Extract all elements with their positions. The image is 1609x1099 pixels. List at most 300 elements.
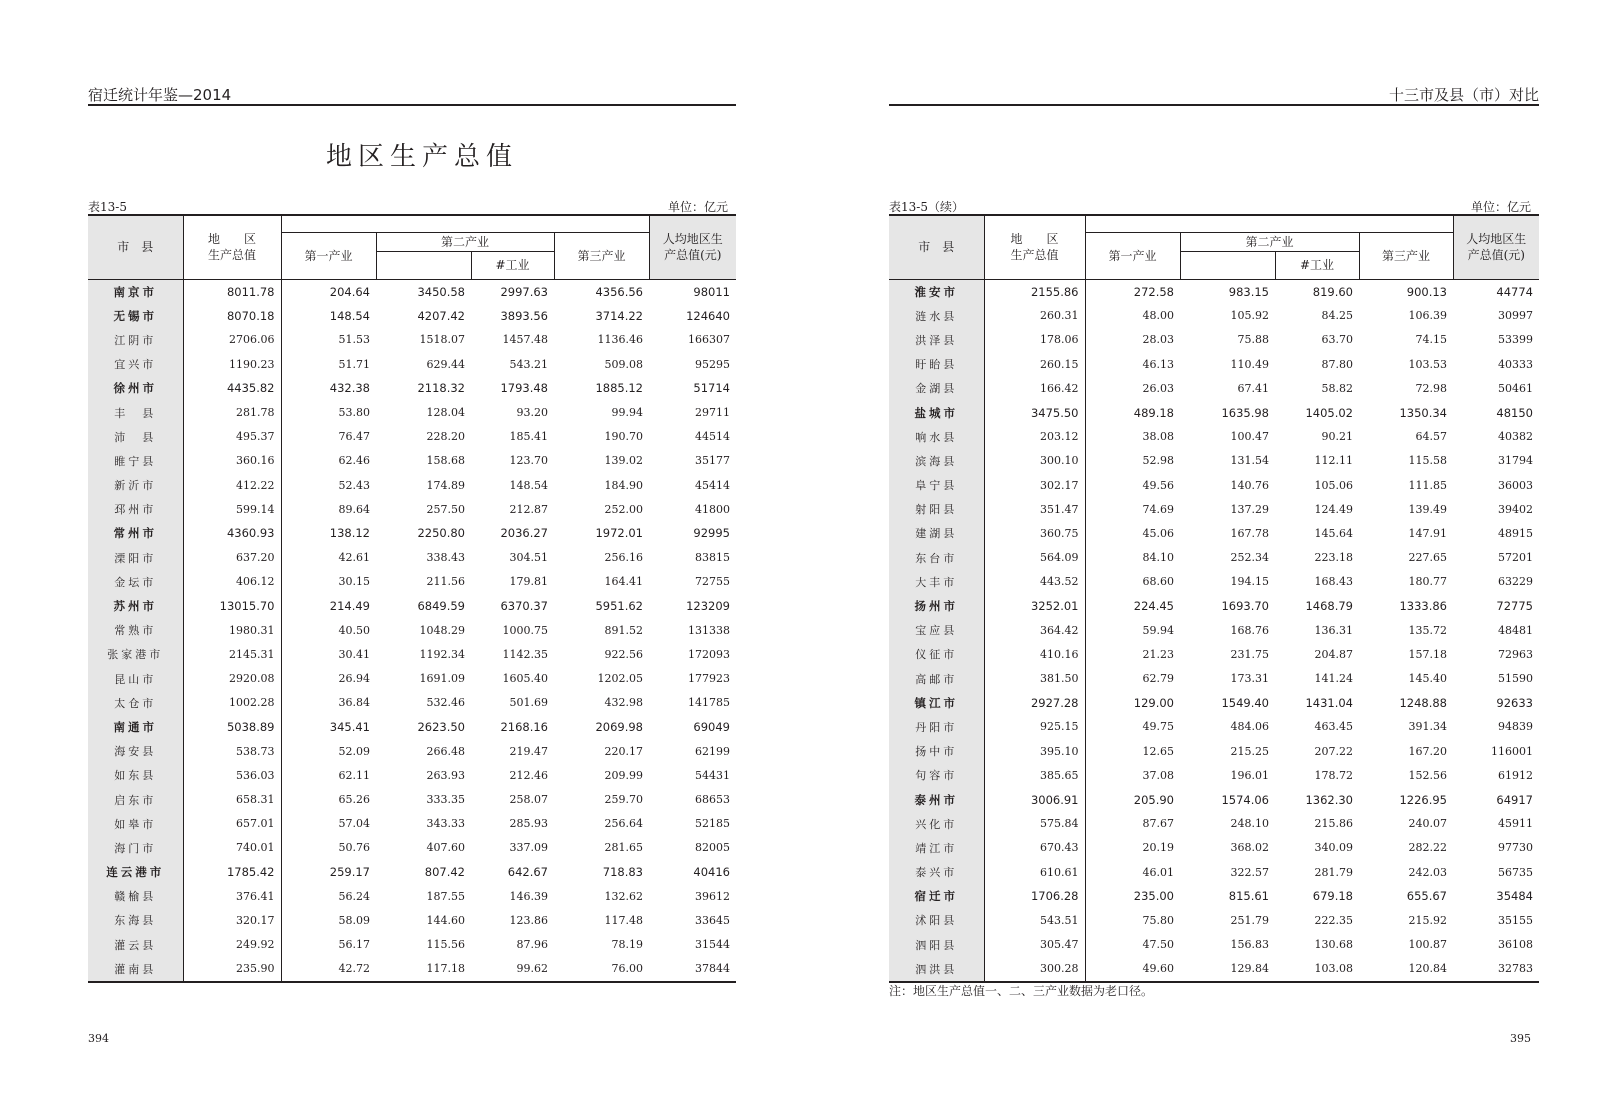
per-capita-cell: 63229 bbox=[1498, 575, 1533, 589]
industry-cell: 178.72 bbox=[1314, 768, 1353, 782]
secondary-cell: 1691.09 bbox=[419, 672, 465, 686]
table-row bbox=[88, 352, 736, 376]
region-name-cell: 响水县 bbox=[889, 425, 984, 449]
secondary-cell: 67.41 bbox=[1237, 381, 1269, 395]
region-name-cell: 靖江市 bbox=[889, 836, 984, 860]
table-row bbox=[88, 594, 736, 618]
tertiary-cell: 180.77 bbox=[1408, 575, 1447, 589]
gdp-cell: 657.01 bbox=[183, 812, 281, 836]
table-row bbox=[889, 425, 1539, 449]
per-capita-cell: 72963 bbox=[1498, 647, 1533, 661]
tertiary-cell: 3714.22 bbox=[595, 308, 643, 323]
region-name-cell: 灌南县 bbox=[88, 957, 183, 982]
secondary-cell: 333.35 bbox=[426, 793, 465, 807]
industry-cell: 501.69 bbox=[509, 696, 548, 710]
tertiary-cell: 242.03 bbox=[1408, 865, 1447, 879]
industry-cell: 2168.16 bbox=[500, 719, 548, 734]
primary-cell: 47.50 bbox=[1142, 938, 1174, 952]
table-row bbox=[88, 521, 736, 545]
table-row bbox=[889, 933, 1539, 957]
tertiary-cell: 76.00 bbox=[611, 962, 643, 976]
primary-cell: 138.12 bbox=[329, 526, 370, 541]
industry-cell: 337.09 bbox=[509, 841, 548, 855]
table-row bbox=[88, 570, 736, 594]
table-row bbox=[88, 376, 736, 400]
tertiary-cell: 120.84 bbox=[1408, 962, 1447, 976]
per-capita-cell: 172093 bbox=[688, 647, 730, 661]
region-name-cell: 泰州市 bbox=[889, 787, 984, 811]
gdp-cell: 302.17 bbox=[984, 473, 1085, 497]
header-industry: #工业 bbox=[1275, 251, 1359, 279]
unit-label-left: 单位：亿元 bbox=[667, 200, 728, 214]
gdp-cell: 670.43 bbox=[984, 836, 1085, 860]
region-name-cell: 泰兴市 bbox=[889, 860, 984, 884]
tertiary-cell: 252.00 bbox=[604, 502, 643, 516]
region-name-cell: 东台市 bbox=[889, 546, 984, 570]
region-name-cell: 南通市 bbox=[88, 715, 183, 739]
table-row bbox=[889, 521, 1539, 545]
region-name-cell: 泗洪县 bbox=[889, 957, 984, 982]
per-capita-cell: 72775 bbox=[1496, 599, 1533, 614]
secondary-cell: 1574.06 bbox=[1221, 792, 1269, 807]
industry-cell: 105.06 bbox=[1314, 478, 1353, 492]
gdp-cell: 281.78 bbox=[183, 400, 281, 424]
region-name-cell: 东海县 bbox=[88, 908, 183, 932]
header-primary: 第一产业 bbox=[1085, 232, 1180, 279]
industry-cell: 1405.02 bbox=[1305, 405, 1353, 420]
secondary-cell: 4207.42 bbox=[417, 308, 465, 323]
industry-cell: 123.86 bbox=[509, 913, 548, 927]
gdp-cell: 3252.01 bbox=[984, 594, 1085, 618]
primary-cell: 49.75 bbox=[1142, 720, 1174, 734]
primary-cell: 30.41 bbox=[338, 647, 370, 661]
gdp-cell: 599.14 bbox=[183, 497, 281, 521]
tertiary-cell: 2069.98 bbox=[595, 719, 643, 734]
industry-cell: 123.70 bbox=[509, 454, 548, 468]
secondary-cell: 266.48 bbox=[426, 744, 465, 758]
primary-cell: 51.53 bbox=[338, 333, 370, 347]
gdp-cell: 1785.42 bbox=[183, 860, 281, 884]
per-capita-cell: 64917 bbox=[1496, 792, 1533, 807]
table-row bbox=[88, 449, 736, 473]
region-name-cell: 海门市 bbox=[88, 836, 183, 860]
primary-cell: 62.79 bbox=[1142, 672, 1174, 686]
per-capita-cell: 45911 bbox=[1498, 817, 1533, 831]
tertiary-cell: 167.20 bbox=[1408, 744, 1447, 758]
region-name-cell: 灌云县 bbox=[88, 933, 183, 957]
tertiary-cell: 891.52 bbox=[604, 623, 643, 637]
table-body-left bbox=[88, 279, 736, 982]
primary-cell: 46.13 bbox=[1142, 357, 1174, 371]
tertiary-cell: 152.56 bbox=[1408, 768, 1447, 782]
tertiary-cell: 256.64 bbox=[604, 817, 643, 831]
industry-cell: 63.70 bbox=[1321, 333, 1353, 347]
gdp-cell: 443.52 bbox=[984, 570, 1085, 594]
primary-cell: 74.69 bbox=[1142, 502, 1174, 516]
gdp-cell: 740.01 bbox=[183, 836, 281, 860]
tertiary-cell: 72.98 bbox=[1415, 381, 1447, 395]
per-capita-cell: 56735 bbox=[1498, 865, 1533, 879]
per-capita-cell: 68653 bbox=[695, 793, 730, 807]
primary-cell: 49.60 bbox=[1142, 962, 1174, 976]
industry-cell: 179.81 bbox=[509, 575, 548, 589]
gdp-cell: 360.16 bbox=[183, 449, 281, 473]
table-row bbox=[889, 376, 1539, 400]
tertiary-cell: 1333.86 bbox=[1399, 599, 1447, 614]
gdp-cell: 351.47 bbox=[984, 497, 1085, 521]
gdp-cell: 564.09 bbox=[984, 546, 1085, 570]
gdp-cell: 8011.78 bbox=[183, 279, 281, 304]
tertiary-cell: 509.08 bbox=[604, 357, 643, 371]
table-row bbox=[88, 642, 736, 666]
industry-cell: 212.46 bbox=[509, 768, 548, 782]
industry-cell: 1431.04 bbox=[1305, 695, 1353, 710]
industry-cell: 90.21 bbox=[1321, 430, 1353, 444]
primary-cell: 129.00 bbox=[1133, 695, 1174, 710]
region-name-cell: 丰 县 bbox=[88, 400, 183, 424]
tertiary-cell: 164.41 bbox=[604, 575, 643, 589]
industry-cell: 219.47 bbox=[509, 744, 548, 758]
table-row bbox=[889, 304, 1539, 328]
industry-cell: 185.41 bbox=[509, 430, 548, 444]
primary-cell: 272.58 bbox=[1085, 279, 1180, 304]
secondary-cell: 2118.32 bbox=[417, 381, 465, 396]
tertiary-cell: 391.34 bbox=[1408, 720, 1447, 734]
primary-cell: 20.19 bbox=[1142, 841, 1174, 855]
table-row bbox=[889, 497, 1539, 521]
industry-cell: 215.86 bbox=[1314, 817, 1353, 831]
industry-cell: 1605.40 bbox=[502, 672, 548, 686]
region-name-cell: 大丰市 bbox=[889, 570, 984, 594]
industry-cell: 84.25 bbox=[1321, 309, 1353, 323]
gdp-cell: 1002.28 bbox=[183, 691, 281, 715]
primary-cell: 432.38 bbox=[329, 381, 370, 396]
table-row bbox=[889, 908, 1539, 932]
primary-cell: 59.94 bbox=[1142, 623, 1174, 637]
tertiary-cell: 78.19 bbox=[611, 938, 643, 952]
header-per-capita bbox=[1453, 215, 1539, 279]
industry-cell: 281.79 bbox=[1314, 865, 1353, 879]
primary-cell: 51.71 bbox=[338, 357, 370, 371]
secondary-cell: 215.25 bbox=[1230, 744, 1269, 758]
primary-cell: 36.84 bbox=[338, 696, 370, 710]
industry-cell: 87.96 bbox=[516, 938, 548, 952]
header-per-capita-line2: 产总值(元) bbox=[664, 248, 722, 263]
secondary-cell: 196.01 bbox=[1230, 768, 1269, 782]
region-name-cell: 南京市 bbox=[88, 279, 183, 304]
primary-cell: 26.94 bbox=[338, 672, 370, 686]
per-capita-cell: 29711 bbox=[695, 406, 730, 420]
gdp-cell: 3006.91 bbox=[984, 787, 1085, 811]
industry-cell: 2036.27 bbox=[500, 526, 548, 541]
header-region: 市 县 bbox=[88, 215, 183, 279]
primary-cell: 42.61 bbox=[338, 551, 370, 565]
region-name-cell: 张家港市 bbox=[88, 642, 183, 666]
primary-cell: 49.56 bbox=[1142, 478, 1174, 492]
region-name-cell: 滨海县 bbox=[889, 449, 984, 473]
gdp-cell: 395.10 bbox=[984, 739, 1085, 763]
tertiary-cell: 139.49 bbox=[1408, 502, 1447, 516]
gdp-cell: 166.42 bbox=[984, 376, 1085, 400]
gdp-cell: 320.17 bbox=[183, 908, 281, 932]
region-name-cell: 扬中市 bbox=[889, 739, 984, 763]
gdp-cell: 249.92 bbox=[183, 933, 281, 957]
header-per-capita-line2: 产总值(元) bbox=[1467, 248, 1525, 263]
tertiary-cell: 135.72 bbox=[1408, 623, 1447, 637]
per-capita-cell: 54431 bbox=[695, 768, 730, 782]
primary-cell: 52.98 bbox=[1142, 454, 1174, 468]
secondary-cell: 167.78 bbox=[1230, 526, 1269, 540]
gdp-cell: 1706.28 bbox=[984, 884, 1085, 908]
gdp-cell: 410.16 bbox=[984, 642, 1085, 666]
industry-cell: 136.31 bbox=[1314, 623, 1353, 637]
per-capita-cell: 95295 bbox=[695, 357, 730, 371]
primary-cell: 12.65 bbox=[1142, 744, 1174, 758]
per-capita-cell: 45414 bbox=[695, 478, 730, 492]
region-name-cell: 昆山市 bbox=[88, 667, 183, 691]
region-name-cell: 睢宁县 bbox=[88, 449, 183, 473]
industry-cell: 130.68 bbox=[1314, 938, 1353, 952]
region-name-cell: 盐城市 bbox=[889, 400, 984, 424]
industry-cell: 212.87 bbox=[509, 502, 548, 516]
secondary-cell: 1192.34 bbox=[419, 647, 465, 661]
table-row bbox=[889, 594, 1539, 618]
per-capita-cell: 51590 bbox=[1498, 672, 1533, 686]
gdp-cell: 2920.08 bbox=[183, 667, 281, 691]
industry-cell: 258.07 bbox=[509, 793, 548, 807]
gdp-cell: 495.37 bbox=[183, 425, 281, 449]
primary-cell: 56.17 bbox=[338, 938, 370, 952]
table-row bbox=[889, 618, 1539, 642]
table-number-left: 表13-5 bbox=[88, 200, 127, 214]
tertiary-cell: 215.92 bbox=[1408, 913, 1447, 927]
per-capita-cell: 40333 bbox=[1498, 357, 1533, 371]
gdp-cell: 637.20 bbox=[183, 546, 281, 570]
industry-cell: 141.24 bbox=[1314, 672, 1353, 686]
per-capita-cell: 69049 bbox=[693, 719, 730, 734]
header-spacer bbox=[281, 215, 649, 232]
primary-cell: 58.09 bbox=[338, 913, 370, 927]
secondary-cell: 1635.98 bbox=[1221, 405, 1269, 420]
region-name-cell: 太仓市 bbox=[88, 691, 183, 715]
table-row bbox=[88, 787, 736, 811]
gdp-cell: 360.75 bbox=[984, 521, 1085, 545]
secondary-cell: 129.84 bbox=[1230, 962, 1269, 976]
per-capita-cell: 31794 bbox=[1498, 454, 1533, 468]
running-head-left: 宿迁统计年鉴—2014 bbox=[88, 86, 232, 104]
region-name-cell: 苏州市 bbox=[88, 594, 183, 618]
per-capita-cell: 35484 bbox=[1496, 889, 1533, 904]
header-gdp bbox=[984, 215, 1085, 279]
table-row bbox=[889, 473, 1539, 497]
industry-cell: 168.43 bbox=[1314, 575, 1353, 589]
table-row bbox=[88, 279, 736, 304]
region-name-cell: 兴化市 bbox=[889, 812, 984, 836]
secondary-cell: 1693.70 bbox=[1221, 599, 1269, 614]
header-rule-right bbox=[889, 104, 1539, 106]
per-capita-cell: 98011 bbox=[649, 279, 736, 304]
primary-cell: 204.64 bbox=[281, 279, 376, 304]
per-capita-cell: 48150 bbox=[1496, 405, 1533, 420]
gdp-cell: 575.84 bbox=[984, 812, 1085, 836]
industry-cell: 1468.79 bbox=[1305, 599, 1353, 614]
region-name-cell: 邳州市 bbox=[88, 497, 183, 521]
primary-cell: 40.50 bbox=[338, 623, 370, 637]
tertiary-cell: 106.39 bbox=[1408, 309, 1447, 323]
gdp-cell: 3475.50 bbox=[984, 400, 1085, 424]
header-spacer bbox=[1085, 215, 1453, 232]
header-secondary: 第二产业 bbox=[1180, 232, 1359, 251]
per-capita-cell: 44774 bbox=[1453, 279, 1539, 304]
table-row bbox=[88, 546, 736, 570]
tertiary-cell: 281.65 bbox=[604, 841, 643, 855]
per-capita-cell: 36003 bbox=[1498, 478, 1533, 492]
table-row bbox=[889, 642, 1539, 666]
table-row bbox=[889, 352, 1539, 376]
industry-cell: 207.22 bbox=[1314, 744, 1353, 758]
tertiary-cell: 209.99 bbox=[604, 768, 643, 782]
gdp-cell: 376.41 bbox=[183, 884, 281, 908]
tertiary-cell: 655.67 bbox=[1406, 889, 1447, 904]
header-gdp bbox=[183, 215, 281, 279]
table-row bbox=[889, 667, 1539, 691]
industry-cell: 223.18 bbox=[1314, 551, 1353, 565]
gdp-cell: 538.73 bbox=[183, 739, 281, 763]
gdp-cell: 4435.82 bbox=[183, 376, 281, 400]
table-row bbox=[889, 691, 1539, 715]
primary-cell: 45.06 bbox=[1142, 526, 1174, 540]
industry-cell: 112.11 bbox=[1314, 454, 1353, 468]
gdp-cell: 203.12 bbox=[984, 425, 1085, 449]
table-body-right bbox=[889, 279, 1539, 982]
tertiary-cell: 115.58 bbox=[1408, 454, 1447, 468]
secondary-cell: 228.20 bbox=[426, 430, 465, 444]
industry-cell: 146.39 bbox=[509, 889, 548, 903]
secondary-cell: 131.54 bbox=[1230, 454, 1269, 468]
industry-cell: 642.67 bbox=[507, 865, 548, 880]
region-name-cell: 新沂市 bbox=[88, 473, 183, 497]
primary-cell: 65.26 bbox=[338, 793, 370, 807]
per-capita-cell: 37844 bbox=[695, 962, 730, 976]
region-name-cell: 赣榆县 bbox=[88, 884, 183, 908]
tertiary-cell: 718.83 bbox=[602, 865, 643, 880]
primary-cell: 46.01 bbox=[1142, 865, 1174, 879]
gdp-cell: 364.42 bbox=[984, 618, 1085, 642]
primary-cell: 56.24 bbox=[338, 889, 370, 903]
per-capita-cell: 52185 bbox=[695, 817, 730, 831]
table-row bbox=[889, 570, 1539, 594]
secondary-cell: 1549.40 bbox=[1221, 695, 1269, 710]
table-row bbox=[889, 739, 1539, 763]
region-name-cell: 常熟市 bbox=[88, 618, 183, 642]
table-row bbox=[88, 715, 736, 739]
header-tertiary: 第三产业 bbox=[554, 232, 649, 279]
table-row bbox=[889, 546, 1539, 570]
primary-cell: 37.08 bbox=[1142, 768, 1174, 782]
table-row bbox=[88, 739, 736, 763]
region-name-cell: 无锡市 bbox=[88, 304, 183, 328]
secondary-cell: 158.68 bbox=[426, 454, 465, 468]
per-capita-cell: 31544 bbox=[695, 938, 730, 952]
header-gdp-line2: 生产总值 bbox=[1010, 248, 1059, 263]
header-industry: #工业 bbox=[471, 251, 554, 279]
region-name-cell: 射阳县 bbox=[889, 497, 984, 521]
industry-cell: 819.60 bbox=[1275, 279, 1359, 304]
per-capita-cell: 177923 bbox=[688, 672, 730, 686]
secondary-cell: 983.15 bbox=[1180, 279, 1275, 304]
tertiary-cell: 100.87 bbox=[1408, 938, 1447, 952]
region-name-cell: 句容市 bbox=[889, 763, 984, 787]
table-row bbox=[889, 449, 1539, 473]
gdp-cell: 300.28 bbox=[984, 957, 1085, 982]
region-name-cell: 金湖县 bbox=[889, 376, 984, 400]
secondary-cell: 322.57 bbox=[1230, 865, 1269, 879]
secondary-cell: 117.18 bbox=[426, 962, 465, 976]
secondary-cell: 75.88 bbox=[1237, 333, 1269, 347]
header-secondary: 第二产业 bbox=[376, 232, 554, 251]
secondary-cell: 156.83 bbox=[1230, 938, 1269, 952]
gdp-cell: 300.10 bbox=[984, 449, 1085, 473]
industry-cell: 3893.56 bbox=[500, 308, 548, 323]
tertiary-cell: 132.62 bbox=[604, 889, 643, 903]
tertiary-cell: 432.98 bbox=[604, 696, 643, 710]
gdp-cell: 610.61 bbox=[984, 860, 1085, 884]
gdp-cell: 8070.18 bbox=[183, 304, 281, 328]
per-capita-cell: 124640 bbox=[686, 308, 730, 323]
per-capita-cell: 131338 bbox=[688, 623, 730, 637]
industry-cell: 148.54 bbox=[509, 478, 548, 492]
primary-cell: 89.64 bbox=[338, 502, 370, 516]
per-capita-cell: 61912 bbox=[1498, 768, 1533, 782]
region-name-cell: 如东县 bbox=[88, 763, 183, 787]
secondary-cell: 100.47 bbox=[1230, 430, 1269, 444]
region-name-cell: 宝应县 bbox=[889, 618, 984, 642]
secondary-cell: 187.55 bbox=[426, 889, 465, 903]
table-row bbox=[88, 304, 736, 328]
region-name-cell: 海安县 bbox=[88, 739, 183, 763]
secondary-cell: 252.34 bbox=[1230, 551, 1269, 565]
tertiary-cell: 190.70 bbox=[604, 430, 643, 444]
primary-cell: 76.47 bbox=[338, 430, 370, 444]
tertiary-cell: 145.40 bbox=[1408, 672, 1447, 686]
region-name-cell: 扬州市 bbox=[889, 594, 984, 618]
per-capita-cell: 123209 bbox=[686, 599, 730, 614]
region-name-cell: 如皋市 bbox=[88, 812, 183, 836]
per-capita-cell: 35177 bbox=[695, 454, 730, 468]
per-capita-cell: 57201 bbox=[1498, 551, 1533, 565]
secondary-cell: 368.02 bbox=[1230, 841, 1269, 855]
tertiary-cell: 220.17 bbox=[604, 744, 643, 758]
table-row bbox=[88, 618, 736, 642]
table-row bbox=[88, 933, 736, 957]
tertiary-cell: 99.94 bbox=[611, 406, 643, 420]
table-row bbox=[889, 715, 1539, 739]
footnote: 注：地区生产总值一、二、三产业数据为老口径。 bbox=[889, 984, 1154, 998]
region-name-cell: 金坛市 bbox=[88, 570, 183, 594]
tertiary-cell: 1136.46 bbox=[597, 333, 643, 347]
primary-cell: 26.03 bbox=[1142, 381, 1174, 395]
table-number-right: 表13-5（续） bbox=[889, 200, 964, 214]
region-name-cell: 沛 县 bbox=[88, 425, 183, 449]
secondary-cell: 1048.29 bbox=[419, 623, 465, 637]
secondary-cell: 807.42 bbox=[424, 865, 465, 880]
secondary-cell: 1518.07 bbox=[419, 333, 465, 347]
table-row bbox=[88, 812, 736, 836]
per-capita-cell: 72755 bbox=[695, 575, 730, 589]
industry-cell: 285.93 bbox=[509, 817, 548, 831]
primary-cell: 87.67 bbox=[1142, 817, 1174, 831]
tertiary-cell: 256.16 bbox=[604, 551, 643, 565]
